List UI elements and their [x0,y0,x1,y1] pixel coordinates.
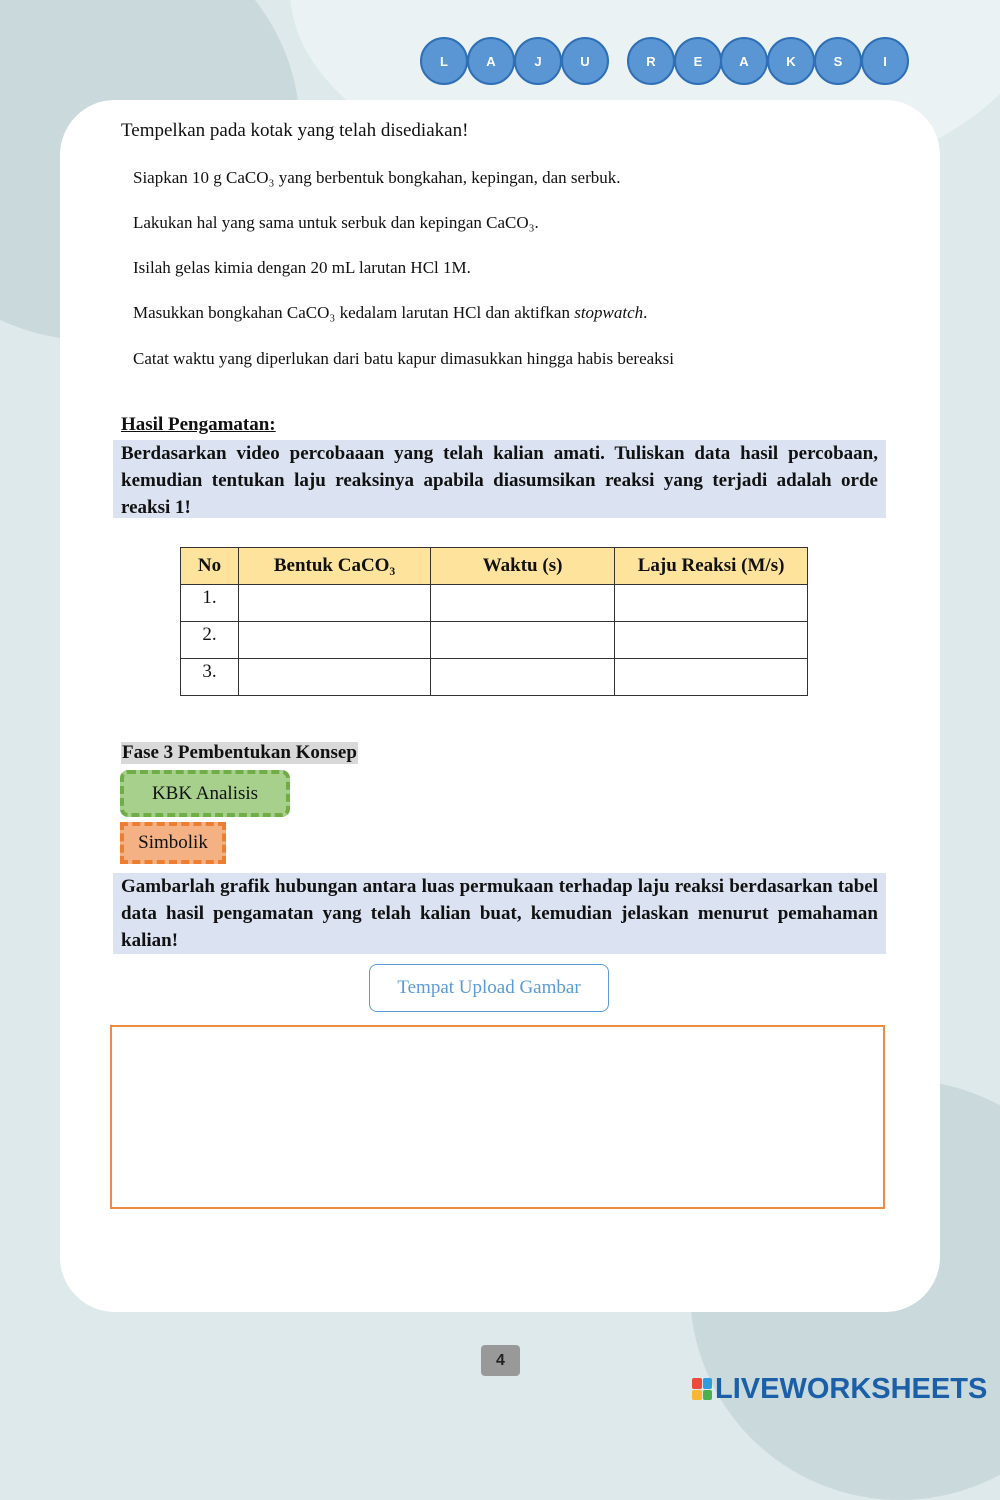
image-upload-area[interactable] [110,1025,885,1209]
row-number: 1. [181,585,239,622]
upload-image-button[interactable]: Tempat Upload Gambar [369,964,609,1012]
column-header: Laju Reaksi (M/s) [615,548,808,585]
kbk-analysis-tag: KBK Analisis [120,770,290,817]
graph-instruction: Gambarlah grafik hubungan antara luas permukaan terhadap laju reaksi berdasarkan tabel data hasil pengamatan yang telah kalian buat, kemudian jelaskan menurut pemahaman kalian! [113,873,886,954]
liveworksheets-logo [692,1372,987,1406]
title-letter: U [561,37,609,85]
time-input-cell[interactable] [431,585,615,622]
title-letter: A [720,37,768,85]
row-number: 3. [181,659,239,696]
observation-table [180,547,808,696]
results-heading: Hasil Pengamatan: [121,414,276,435]
time-input-cell[interactable] [431,659,615,696]
shape-input-cell[interactable] [239,585,431,622]
column-header: Waktu (s) [431,548,615,585]
time-input-cell[interactable] [431,622,615,659]
title-letter: R [627,37,675,85]
title-letter: J [514,37,562,85]
procedure-step: Masukkan bongkahan CaCO₃ kedalam larutan HCl dan aktifkan stopwatch. [133,303,648,322]
table-row [181,659,808,696]
column-header: No [181,548,239,585]
procedure-step: Lakukan hal yang sama untuk serbuk dan kepingan CaCO₃. [133,213,539,232]
symbolic-tag: Simbolik [120,822,226,864]
table-header-row [181,548,808,585]
brand-name: LIVEWORKSHEETS [715,1372,988,1405]
title-letter: L [420,37,468,85]
results-instruction: Berdasarkan video percobaaan yang telah kalian amati. Tuliskan data hasil percobaan, kemudian tentukan laju reaksinya apabila diasumsikan reaksi yang terjadi adalah orde reaksi 1! [113,440,886,518]
phase-heading: Fase 3 Pembentukan Konsep [122,742,357,763]
intro-text: Tempelkan pada kotak yang telah disediakan! [121,120,469,141]
page-number: 4 [481,1345,520,1376]
procedure-step: Siapkan 10 g CaCO₃ yang berbentuk bongkahan, kepingan, dan serbuk. [133,168,621,187]
column-header: Bentuk CaCO₃ [239,548,431,585]
rate-input-cell[interactable] [615,585,808,622]
title-letter: I [861,37,909,85]
title-letter: S [814,37,862,85]
shape-input-cell[interactable] [239,622,431,659]
table-row [181,622,808,659]
title-letter: K [767,37,815,85]
table-row [181,585,808,622]
title-letter: E [674,37,722,85]
liveworksheets-logo-icon [692,1378,712,1400]
shape-input-cell[interactable] [239,659,431,696]
rate-input-cell[interactable] [615,659,808,696]
procedure-step: Isilah gelas kimia dengan 20 mL larutan HCl 1M. [133,258,471,277]
title-letter: A [467,37,515,85]
procedure-step: Catat waktu yang diperlukan dari batu kapur dimasukkan hingga habis bereaksi [133,349,675,368]
rate-input-cell[interactable] [615,622,808,659]
row-number: 2. [181,622,239,659]
